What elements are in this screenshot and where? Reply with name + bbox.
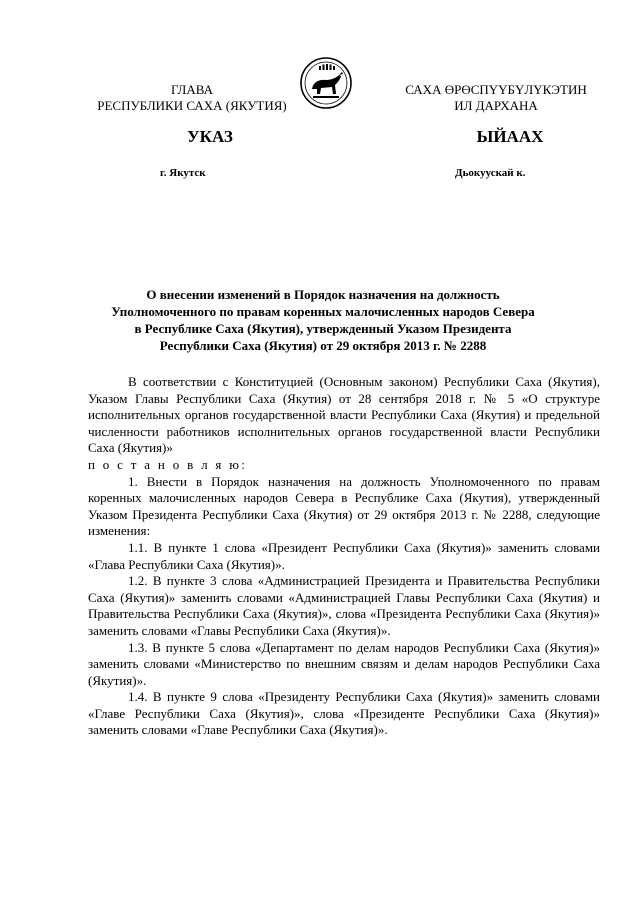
clause-1-4: 1.4. В пункте 9 слова «Президенту Республики Саха (Якутия)» заменить словами «Главе Республики Саха (Якутия)», слова «Президенте Республики Саха (Якутия)» заменить словами «Главе Республики Саха (Якутия)». — [88, 689, 600, 738]
title-ukaz: УКАЗ — [187, 127, 233, 146]
decree-body — [88, 374, 600, 739]
header-left-line1: ГЛАВА — [171, 82, 213, 97]
clause-1-2: 1.2. В пункте 3 слова «Администрацией Президента и Правительства Республики Саха (Якутия)» заменить словами «Администрацией Главы Республики Саха (Якутия) и Правительства Республики Саха (Якутия)», слова «Президента Республики Саха (Якутия)» заменить словами «Главы Республики Саха (Якутия)». — [88, 573, 600, 638]
header-left — [92, 82, 292, 114]
preamble-paragraph: В соответствии с Конституцией (Основным законом) Республики Саха (Якутия), Указом Главы Республики Саха (Якутия) от 28 сентября 2018 г. № 5 «О структуре исполнительных органов государственной власти Республики Саха (Якутия) и предельной численности работников исполнительных органов государственной власти Республики Саха (Якутия)» — [88, 374, 600, 456]
resolve-word: п о с т а н о в л я ю: — [88, 456, 248, 472]
header-right-line2: ИЛ ДАРХАНА — [454, 98, 538, 113]
header-left-line2: РЕСПУБЛИКИ САХА (ЯКУТИЯ) — [97, 98, 287, 113]
header-right — [386, 82, 606, 114]
heading-line: Уполномоченного по правам коренных малочисленных народов Севера — [111, 304, 535, 319]
heading-line: Республики Саха (Якутия) от 29 октября 2013 г. № 2288 — [159, 338, 487, 353]
clause-1-1: 1.1. В пункте 1 слова «Президент Республики Саха (Якутия)» заменить словами «Глава Республики Саха (Якутия)». — [88, 539, 600, 572]
decree-heading — [88, 286, 558, 354]
city-yakutsk: г. Якутск — [160, 167, 206, 179]
header-right-line1: САХА ӨРӨСПҮҮБҮЛҮКЭТИН — [405, 82, 587, 97]
heading-line: в Республике Саха (Якутия), утвержденный Указом Президента — [134, 321, 512, 336]
title-yiaakh: ЫЙААХ — [476, 127, 544, 146]
heading-line: О внесении изменений в Порядок назначения на должность — [146, 287, 500, 302]
clause-1: 1. Внести в Порядок назначения на должность Уполномоченного по правам коренных малочисленных народов Севера в Республике Саха (Якутия), утвержденный Указом Президента Республики Саха (Якутия) от 29 октября 2013 г. № 2288, следующие изменения: — [88, 473, 600, 539]
coat-of-arms-emblem-icon — [299, 56, 353, 110]
city-dyokuuskai: Дьокуускай к. — [455, 167, 526, 179]
clause-1-3: 1.3. В пункте 5 слова «Департамент по делам народов Республики Саха (Якутия)» заменить словами «Министерство по внешним связям и делам народов Республики Саха (Якутия)». — [88, 639, 600, 688]
